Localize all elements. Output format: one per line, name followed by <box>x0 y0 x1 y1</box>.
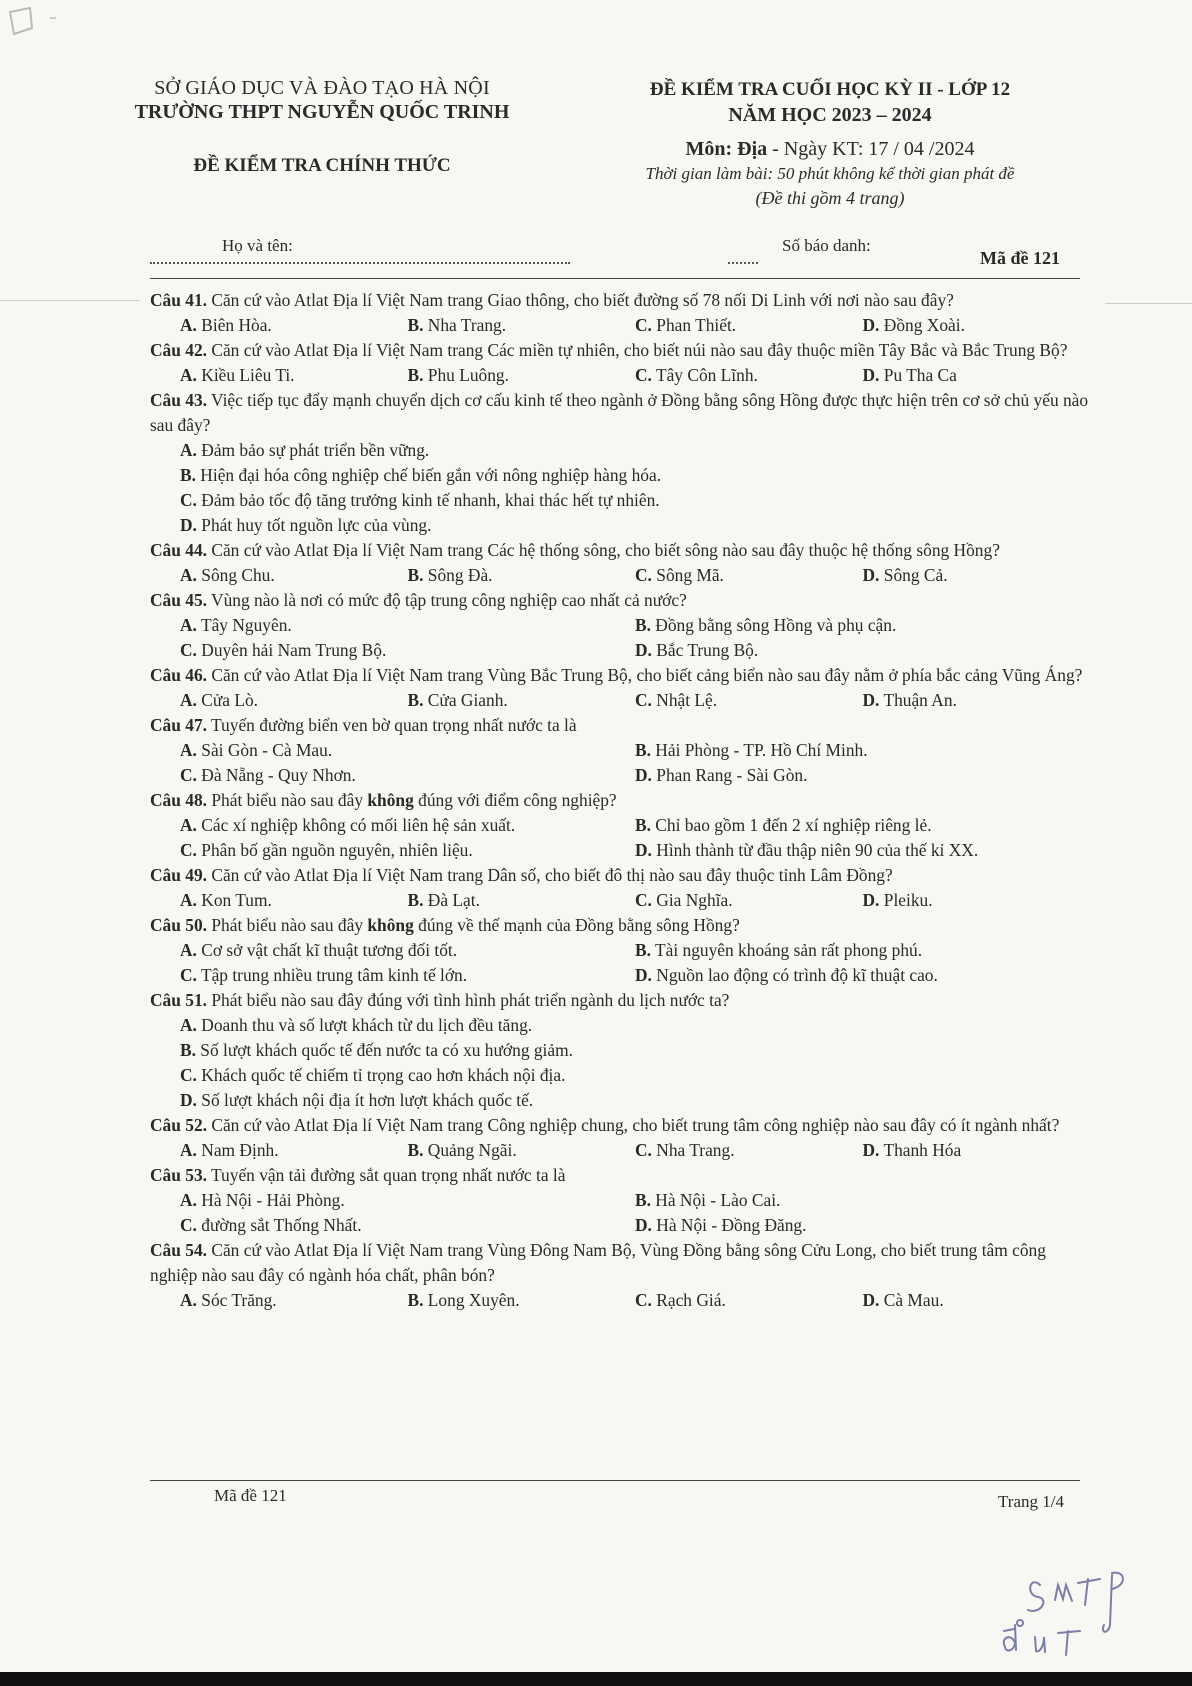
question-number: Câu 41. <box>150 290 208 310</box>
answer-option <box>180 613 635 638</box>
answer-option <box>863 888 1091 913</box>
answer-option <box>863 688 1091 713</box>
option-letter: C. <box>635 565 652 585</box>
option-letter: A. <box>180 1290 197 1310</box>
question-text: Tuyến vận tải đường sắt quan trọng nhất nước ta là <box>207 1165 566 1185</box>
answer-option <box>408 563 636 588</box>
question-text: Căn cứ vào Atlat Địa lí Việt Nam trang Các miền tự nhiên, cho biết núi nào sau đây thuộc miền Tây Bắc và Bắc Trung Bộ? <box>207 340 1068 360</box>
department-name: SỞ GIÁO DỤC VÀ ĐÀO TẠO HÀ NỘI <box>154 77 490 99</box>
options-row <box>180 363 1090 388</box>
option-text: Tây Côn Lĩnh. <box>651 365 758 385</box>
options-row <box>180 838 1090 863</box>
option-text: Thuận An. <box>879 690 957 710</box>
header-rule <box>150 278 1080 279</box>
options-column <box>150 1013 1090 1113</box>
question-number: Câu 49. <box>150 865 208 885</box>
name-label: Họ và tên: <box>222 236 293 255</box>
question-stem <box>150 288 1090 313</box>
question-text: Vùng nào là nơi có mức độ tập trung công nghiệp cao nhất cả nước? <box>207 590 687 610</box>
option-text: Đảm bảo tốc độ tăng trưởng kinh tế nhanh, khai thác hết tự nhiên. <box>196 490 660 510</box>
answer-option <box>180 363 408 388</box>
answer-option <box>180 738 635 763</box>
option-letter: D. <box>635 965 652 985</box>
school-name: TRƯỜNG THPT NGUYỄN QUỐC TRINH <box>134 101 510 123</box>
option-text: Gia Nghĩa. <box>651 890 733 910</box>
options-row <box>180 1188 1090 1213</box>
option-letter: B. <box>635 740 651 760</box>
option-text: Số lượt khách quốc tế đến nước ta có xu hướng giảm. <box>195 1040 573 1060</box>
option-text: Đảm bảo sự phát triển bền vững. <box>196 440 430 460</box>
option-letter: D. <box>862 315 880 335</box>
answer-option <box>408 363 636 388</box>
answer-option <box>863 1288 1091 1313</box>
scan-bottom-band <box>0 1672 1192 1686</box>
option-text: Nha Trang. <box>651 1140 735 1160</box>
option-text: Rạch Giá. <box>651 1290 726 1310</box>
question-stem <box>150 913 1090 938</box>
option-text: Duyên hải Nam Trung Bộ. <box>196 640 387 660</box>
question-text-tail: đúng về thế mạnh của Đồng bằng sông Hồng? <box>413 915 740 935</box>
option-text: Đà Nẵng - Quy Nhơn. <box>196 765 356 785</box>
question-text-tail: đúng với điểm công nghiệp? <box>413 790 617 810</box>
question-number: Câu 52. <box>150 1115 208 1135</box>
question-number: Câu 43. <box>150 390 208 410</box>
option-letter: B. <box>635 615 651 635</box>
answer-option <box>180 938 635 963</box>
answer-option <box>635 888 863 913</box>
option-letter: C. <box>635 890 652 910</box>
question-stem <box>150 788 1090 813</box>
option-letter: D. <box>635 1215 652 1235</box>
option-text: Hà Nội - Hải Phòng. <box>196 1190 345 1210</box>
question-block <box>150 863 1090 913</box>
option-letter: C. <box>180 840 197 860</box>
answer-option <box>180 1213 635 1238</box>
answer-option <box>180 813 635 838</box>
option-letter: B. <box>407 565 424 585</box>
answer-option <box>635 638 1090 663</box>
answer-option <box>635 738 1090 763</box>
question-text: Phát biểu nào sau đây <box>207 915 368 935</box>
option-text: Quảng Ngãi. <box>423 1140 517 1160</box>
answer-option <box>180 1288 408 1313</box>
answer-option <box>180 438 1090 463</box>
scan-edge-line-right <box>1105 303 1192 304</box>
answer-option <box>180 1088 1090 1113</box>
option-letter: C. <box>635 315 652 335</box>
option-text: Pleiku. <box>879 890 933 910</box>
option-text: Cửa Lò. <box>196 690 259 710</box>
question-block <box>150 388 1090 538</box>
question-text: Phát biểu nào sau đây <box>207 790 368 810</box>
option-text: Chỉ bao gồm 1 đến 2 xí nghiệp riêng lẻ. <box>650 815 932 835</box>
option-letter: B. <box>180 1040 196 1060</box>
option-letter: B. <box>407 365 424 385</box>
question-stem <box>150 663 1090 688</box>
answer-option <box>863 1138 1091 1163</box>
option-text: Đồng Xoài. <box>879 315 965 335</box>
answer-option <box>180 1138 408 1163</box>
question-stem <box>150 388 1090 438</box>
answer-option <box>863 363 1091 388</box>
option-letter: B. <box>407 890 424 910</box>
official-exam-label: ĐỀ KIỂM TRA CHÍNH THỨC <box>193 155 451 176</box>
option-text: Bắc Trung Bộ. <box>651 640 759 660</box>
options-column <box>150 438 1090 538</box>
question-block <box>150 1113 1090 1163</box>
option-text: Các xí nghiệp không có mối liên hệ sản xuất. <box>196 815 516 835</box>
option-text: Sông Cả. <box>879 565 948 585</box>
options-row <box>180 888 1090 913</box>
question-text: Căn cứ vào Atlat Địa lí Việt Nam trang Dân số, cho biết đô thị nào sau đây thuộc tỉnh Lâm Đồng? <box>207 865 893 885</box>
question-block <box>150 288 1090 338</box>
options-row <box>180 938 1090 963</box>
answer-option <box>180 513 1090 538</box>
option-letter: D. <box>862 365 880 385</box>
answer-option <box>180 1063 1090 1088</box>
option-letter: C. <box>635 365 652 385</box>
scan-corner-mark <box>0 0 80 50</box>
option-text: Doanh thu và số lượt khách từ du lịch đều tăng. <box>196 1015 533 1035</box>
question-stem <box>150 338 1090 363</box>
question-block <box>150 713 1090 788</box>
option-letter: C. <box>180 1065 197 1085</box>
answer-option <box>635 813 1090 838</box>
answer-option <box>863 563 1091 588</box>
option-text: Tây Nguyên. <box>196 615 292 635</box>
question-number: Câu 51. <box>150 990 208 1010</box>
answer-option <box>635 1188 1090 1213</box>
answer-option <box>635 1138 863 1163</box>
answer-option <box>635 688 863 713</box>
option-text: Biên Hòa. <box>196 315 272 335</box>
answer-option <box>180 1038 1090 1063</box>
question-emphasis: không <box>367 915 414 935</box>
question-stem <box>150 588 1090 613</box>
answer-option <box>180 563 408 588</box>
answer-option <box>180 838 635 863</box>
question-block <box>150 663 1090 713</box>
scan-edge-line-left <box>0 300 140 301</box>
option-text: Cơ sở vật chất kĩ thuật tương đối tốt. <box>196 940 458 960</box>
option-letter: D. <box>862 690 880 710</box>
option-letter: D. <box>862 1140 880 1160</box>
exam-date: - Ngày KT: 17 / 04 /2024 <box>767 138 975 160</box>
option-letter: A. <box>180 740 197 760</box>
option-letter: B. <box>407 690 424 710</box>
school-header <box>112 76 532 178</box>
option-text: Long Xuyên. <box>423 1290 520 1310</box>
question-number: Câu 48. <box>150 790 208 810</box>
option-text: đường sắt Thống Nhất. <box>196 1215 362 1235</box>
answer-option <box>180 1188 635 1213</box>
question-stem <box>150 1113 1090 1138</box>
exam-header <box>600 78 1060 210</box>
option-letter: C. <box>180 1215 197 1235</box>
option-letter: A. <box>180 315 197 335</box>
option-letter: A. <box>180 1190 197 1210</box>
question-number: Câu 44. <box>150 540 208 560</box>
answer-option <box>635 313 863 338</box>
option-text: Sông Đà. <box>423 565 493 585</box>
answer-option <box>408 888 636 913</box>
options-row <box>180 638 1090 663</box>
question-number: Câu 53. <box>150 1165 208 1185</box>
option-letter: D. <box>862 1290 880 1310</box>
options-row <box>180 963 1090 988</box>
option-letter: D. <box>635 840 652 860</box>
option-letter: D. <box>180 515 197 535</box>
question-stem <box>150 1163 1090 1188</box>
option-text: Pu Tha Ca <box>879 365 957 385</box>
option-text: Nhật Lệ. <box>651 690 718 710</box>
answer-option <box>635 1213 1090 1238</box>
option-text: Nguồn lao động có trình độ kĩ thuật cao. <box>651 965 938 985</box>
option-text: Phu Luông. <box>423 365 509 385</box>
option-letter: B. <box>635 815 651 835</box>
subject-label: Môn: Địa <box>685 138 768 160</box>
question-text: Căn cứ vào Atlat Địa lí Việt Nam trang Các hệ thống sông, cho biết sông nào sau đây thuộc hệ thống sông Hồng? <box>207 540 1000 560</box>
question-number: Câu 42. <box>150 340 208 360</box>
option-text: Sài Gòn - Cà Mau. <box>196 740 333 760</box>
question-text: Phát biểu nào sau đây đúng với tình hình phát triển ngành du lịch nước ta? <box>207 990 730 1010</box>
option-text: Sông Chu. <box>196 565 275 585</box>
answer-option <box>635 613 1090 638</box>
question-block <box>150 1238 1090 1313</box>
question-block <box>150 588 1090 663</box>
options-row <box>180 688 1090 713</box>
question-block <box>150 1163 1090 1238</box>
option-letter: B. <box>635 940 651 960</box>
question-stem <box>150 713 1090 738</box>
option-letter: A. <box>180 690 197 710</box>
option-letter: B. <box>635 1190 651 1210</box>
question-block <box>150 538 1090 588</box>
option-text: Hà Nội - Lào Cai. <box>650 1190 781 1210</box>
question-stem <box>150 1238 1090 1288</box>
options-row <box>180 1213 1090 1238</box>
option-letter: B. <box>407 1140 424 1160</box>
answer-option <box>635 1288 863 1313</box>
question-text: Căn cứ vào Atlat Địa lí Việt Nam trang Giao thông, cho biết đường số 78 nối Di Linh với nơi nào sau đây? <box>207 290 954 310</box>
option-letter: A. <box>180 365 197 385</box>
option-text: Tập trung nhiều trung tâm kinh tế lớn. <box>196 965 468 985</box>
option-letter: D. <box>862 890 880 910</box>
answer-option <box>635 763 1090 788</box>
time-allowed: Thời gian làm bài: 50 phút không kể thời gian phát đề <box>645 164 1015 183</box>
name-field-dotline <box>150 262 570 264</box>
options-row <box>180 613 1090 638</box>
question-text: Tuyến đường biển ven bờ quan trọng nhất nước ta là <box>207 715 577 735</box>
answer-option <box>180 888 408 913</box>
option-text: Đà Lạt. <box>423 890 480 910</box>
option-text: Kon Tum. <box>196 890 272 910</box>
option-text: Cà Mau. <box>879 1290 944 1310</box>
option-letter: C. <box>180 490 197 510</box>
option-letter: A. <box>180 565 197 585</box>
answer-option <box>635 963 1090 988</box>
answer-option <box>180 763 635 788</box>
option-text: Thanh Hóa <box>879 1140 962 1160</box>
question-list <box>150 288 1090 1313</box>
answer-option <box>635 938 1090 963</box>
option-letter: C. <box>635 1290 652 1310</box>
question-block <box>150 988 1090 1113</box>
option-text: Phân bố gần nguồn nguyên, nhiên liệu. <box>196 840 473 860</box>
option-letter: A. <box>180 1140 197 1160</box>
option-text: Tài nguyên khoáng sản rất phong phú. <box>650 940 923 960</box>
footer-rule <box>150 1480 1080 1481</box>
answer-option <box>180 488 1090 513</box>
answer-option <box>180 1013 1090 1038</box>
option-letter: A. <box>180 1015 197 1035</box>
subject-line <box>600 136 1060 162</box>
option-letter: D. <box>180 1090 197 1110</box>
option-text: Nha Trang. <box>423 315 507 335</box>
option-text: Phan Thiết. <box>651 315 737 335</box>
question-stem <box>150 988 1090 1013</box>
question-text: Căn cứ vào Atlat Địa lí Việt Nam trang Vùng Bắc Trung Bộ, cho biết cảng biển nào sau đây nằm ở phía bắc cảng Vũng Áng? <box>207 665 1083 685</box>
option-letter: B. <box>407 1290 424 1310</box>
answer-option <box>635 563 863 588</box>
option-letter: A. <box>180 815 197 835</box>
option-letter: B. <box>407 315 424 335</box>
answer-option <box>408 313 636 338</box>
options-row <box>180 738 1090 763</box>
option-text: Kiều Liêu Ti. <box>196 365 295 385</box>
question-text: Căn cứ vào Atlat Địa lí Việt Nam trang Vùng Đông Nam Bộ, Vùng Đồng bằng sông Cửu Long, cho biết trung tâm công nghiệp nào sau đây có ngành hóa chất, phân bón? <box>150 1240 1046 1285</box>
option-text: Hiện đại hóa công nghiệp chế biến gắn với nông nghiệp hàng hóa. <box>195 465 662 485</box>
answer-option <box>635 838 1090 863</box>
options-row <box>180 813 1090 838</box>
school-year: NĂM HỌC 2023 – 2024 <box>728 104 932 126</box>
option-text: Phan Rang - Sài Gòn. <box>651 765 808 785</box>
exam-title: ĐỀ KIỂM TRA CUỐI HỌC KỲ II - LỚP 12 <box>649 79 1011 100</box>
question-block <box>150 338 1090 388</box>
sbd-field-dotline <box>728 262 758 264</box>
options-row <box>180 763 1090 788</box>
option-letter: C. <box>180 765 197 785</box>
footer-page-number: Trang 1/4 <box>998 1492 1064 1511</box>
option-letter: A. <box>180 890 197 910</box>
option-letter: C. <box>635 690 652 710</box>
option-letter: C. <box>180 640 197 660</box>
option-text: Khách quốc tế chiếm tỉ trọng cao hơn khách nội địa. <box>196 1065 566 1085</box>
question-text: Việc tiếp tục đẩy mạnh chuyển dịch cơ cấu kinh tế theo ngành ở Đồng bằng sông Hồng được thực hiện trên cơ sở chủ yếu nào sau đây? <box>150 390 1089 435</box>
question-block <box>150 788 1090 863</box>
question-block <box>150 913 1090 988</box>
question-number: Câu 50. <box>150 915 208 935</box>
option-letter: C. <box>635 1140 652 1160</box>
exam-code: Mã đề 121 <box>980 248 1060 268</box>
question-stem <box>150 538 1090 563</box>
option-letter: B. <box>180 465 196 485</box>
option-text: Hình thành từ đầu thập niên 90 của thế kỉ XX. <box>651 840 979 860</box>
option-text: Số lượt khách nội địa ít hơn lượt khách quốc tế. <box>196 1090 534 1110</box>
answer-option <box>408 1288 636 1313</box>
question-stem <box>150 863 1090 888</box>
options-row <box>180 1138 1090 1163</box>
option-text: Sóc Trăng. <box>196 1290 277 1310</box>
option-text: Hà Nội - Đồng Đăng. <box>651 1215 807 1235</box>
option-text: Phát huy tốt nguồn lực của vùng. <box>196 515 432 535</box>
candidate-number-label: Số báo danh: <box>782 236 871 255</box>
option-letter: D. <box>862 565 880 585</box>
answer-option <box>635 363 863 388</box>
question-number: Câu 54. <box>150 1240 208 1260</box>
option-letter: A. <box>180 440 197 460</box>
answer-option <box>863 313 1091 338</box>
options-row <box>180 563 1090 588</box>
answer-option <box>408 1138 636 1163</box>
question-emphasis: không <box>367 790 414 810</box>
page-count-note: (Đề thi gồm 4 trang) <box>755 188 905 208</box>
options-row <box>180 313 1090 338</box>
options-row <box>180 1288 1090 1313</box>
answer-option <box>180 688 408 713</box>
handwritten-signature <box>1000 1555 1170 1665</box>
footer-exam-code: Mã đề 121 <box>214 1486 287 1505</box>
answer-option <box>180 463 1090 488</box>
answer-option <box>180 638 635 663</box>
option-letter: D. <box>635 640 652 660</box>
answer-option <box>180 313 408 338</box>
question-number: Câu 47. <box>150 715 208 735</box>
option-letter: D. <box>635 765 652 785</box>
answer-option <box>408 688 636 713</box>
option-text: Sông Mã. <box>651 565 724 585</box>
option-letter: C. <box>180 965 197 985</box>
question-text: Căn cứ vào Atlat Địa lí Việt Nam trang Công nghiệp chung, cho biết trung tâm công nghiệp nào sau đây có ít ngành nhất? <box>207 1115 1060 1135</box>
option-letter: A. <box>180 615 197 635</box>
question-number: Câu 45. <box>150 590 208 610</box>
answer-option <box>180 963 635 988</box>
option-letter: A. <box>180 940 197 960</box>
question-number: Câu 46. <box>150 665 208 685</box>
option-text: Cửa Gianh. <box>423 690 508 710</box>
option-text: Nam Định. <box>196 1140 279 1160</box>
option-text: Đồng bằng sông Hồng và phụ cận. <box>650 615 897 635</box>
option-text: Hải Phòng - TP. Hồ Chí Minh. <box>650 740 868 760</box>
